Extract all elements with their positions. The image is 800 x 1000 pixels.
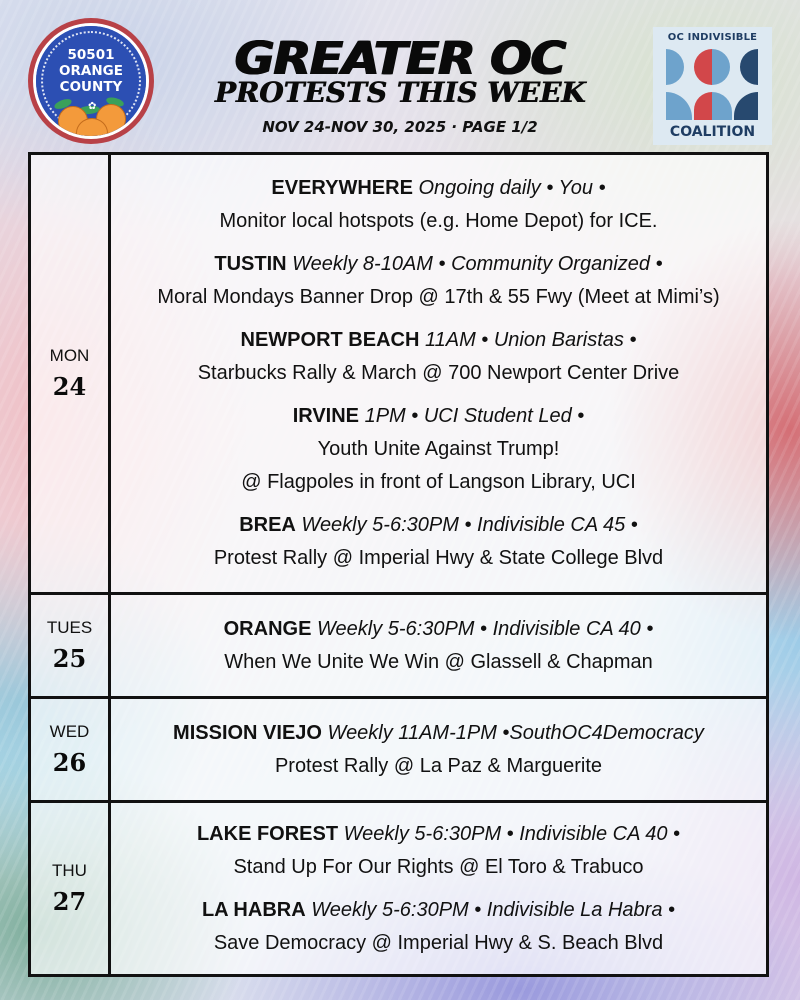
50501-orange-county-logo: 50501 ORANGE COUNTY ✿ — [28, 18, 154, 144]
schedule-row-thu — [31, 800, 766, 974]
events-cell — [111, 699, 766, 800]
event-everywhere — [220, 172, 658, 238]
event-city: MISSION VIEJO — [173, 721, 322, 744]
event-mission-viejo — [173, 717, 704, 783]
event-description: Moral Mondays Banner Drop @ 17th & 55 Fwy (Meet at Mimi’s) — [157, 286, 720, 308]
day-date: 27 — [52, 886, 87, 916]
event-irvine — [241, 400, 636, 499]
events-cell — [111, 803, 766, 974]
event-city: LAKE FOREST — [196, 822, 339, 845]
event-description: Save Democracy @ Imperial Hwy & S. Beach Blvd — [213, 931, 664, 954]
day-date: 24 — [52, 371, 87, 401]
oc-indivisible-coalition-logo — [653, 27, 772, 145]
logo-text-line-2: ORANGE — [59, 63, 123, 79]
logo-text-line-3: COUNTY — [59, 79, 123, 95]
weekly-schedule-table — [28, 152, 769, 977]
day-cell — [31, 155, 111, 592]
logo-top-text: OC INDIVISIBLE — [667, 32, 758, 43]
event-brea — [214, 509, 663, 575]
day-name: MON — [49, 345, 90, 365]
day-name: TUES — [46, 617, 93, 637]
event-meta: Weekly 11AM-1PM •SouthOC4Democracy — [327, 721, 704, 744]
event-meta: Ongoing daily • You • — [418, 177, 606, 199]
event-city: EVERYWHERE — [271, 177, 413, 199]
event-description: Youth Unite Against Trump! — [317, 438, 560, 460]
event-lake-forest — [197, 818, 680, 884]
event-city: TUSTIN — [214, 253, 287, 275]
day-name: WED — [49, 721, 90, 741]
event-meta: 11AM • Union Baristas • — [424, 329, 637, 351]
event-la-habra — [202, 894, 675, 960]
schedule-row-mon — [31, 155, 766, 592]
event-meta: Weekly 5-6:30PM • Indivisible CA 45 • — [301, 514, 638, 536]
event-city: ORANGE — [223, 617, 312, 640]
event-meta: Weekly 5-6:30PM • Indivisible CA 40 • — [343, 822, 681, 845]
event-newport-beach — [198, 324, 680, 390]
event-location: @ Flagpoles in front of Langson Library, UCI — [241, 471, 636, 493]
logo-text-line-1: 50501 — [67, 47, 115, 63]
event-description: When We Unite We Win @ Glassell & Chapman — [224, 650, 653, 673]
event-orange — [224, 613, 654, 679]
event-tustin — [157, 248, 719, 314]
date-range-and-page: NOV 24-NOV 30, 2025 · PAGE 1/2 — [262, 118, 538, 136]
event-meta: Weekly 8-10AM • Community Organized • — [292, 253, 663, 275]
event-meta: Weekly 5-6:30PM • Indivisible CA 40 • — [316, 617, 654, 640]
day-date: 26 — [52, 747, 87, 777]
event-city: BREA — [239, 514, 296, 536]
event-meta: Weekly 5-6:30PM • Indivisible La Habra • — [311, 898, 676, 921]
event-meta: 1PM • UCI Student Led • — [364, 405, 585, 427]
event-city: LA HABRA — [201, 898, 306, 921]
schedule-row-tues — [31, 592, 766, 696]
day-cell — [31, 595, 111, 696]
page-subtitle: PROTESTS THIS WEEK — [214, 76, 586, 109]
day-date: 25 — [52, 643, 87, 673]
event-description: Monitor local hotspots (e.g. Home Depot) for ICE. — [219, 210, 658, 232]
event-city: NEWPORT BEACH — [240, 329, 420, 351]
event-description: Protest Rally @ La Paz & Marguerite — [274, 754, 603, 777]
day-name: THU — [52, 860, 87, 880]
events-cell — [111, 155, 766, 592]
day-cell — [31, 699, 111, 800]
event-city: IRVINE — [292, 405, 360, 427]
event-description: Starbucks Rally & March @ 700 Newport Center Drive — [197, 362, 680, 384]
events-cell — [111, 595, 766, 696]
day-cell — [31, 803, 111, 974]
schedule-row-wed — [31, 696, 766, 800]
logo-bottom-text: COALITION — [669, 124, 756, 140]
page-title: GREATER OC — [234, 32, 566, 85]
event-description: Stand Up For Our Rights @ El Toro & Trabuco — [233, 855, 644, 878]
event-description: Protest Rally @ Imperial Hwy & State College Blvd — [213, 547, 664, 569]
